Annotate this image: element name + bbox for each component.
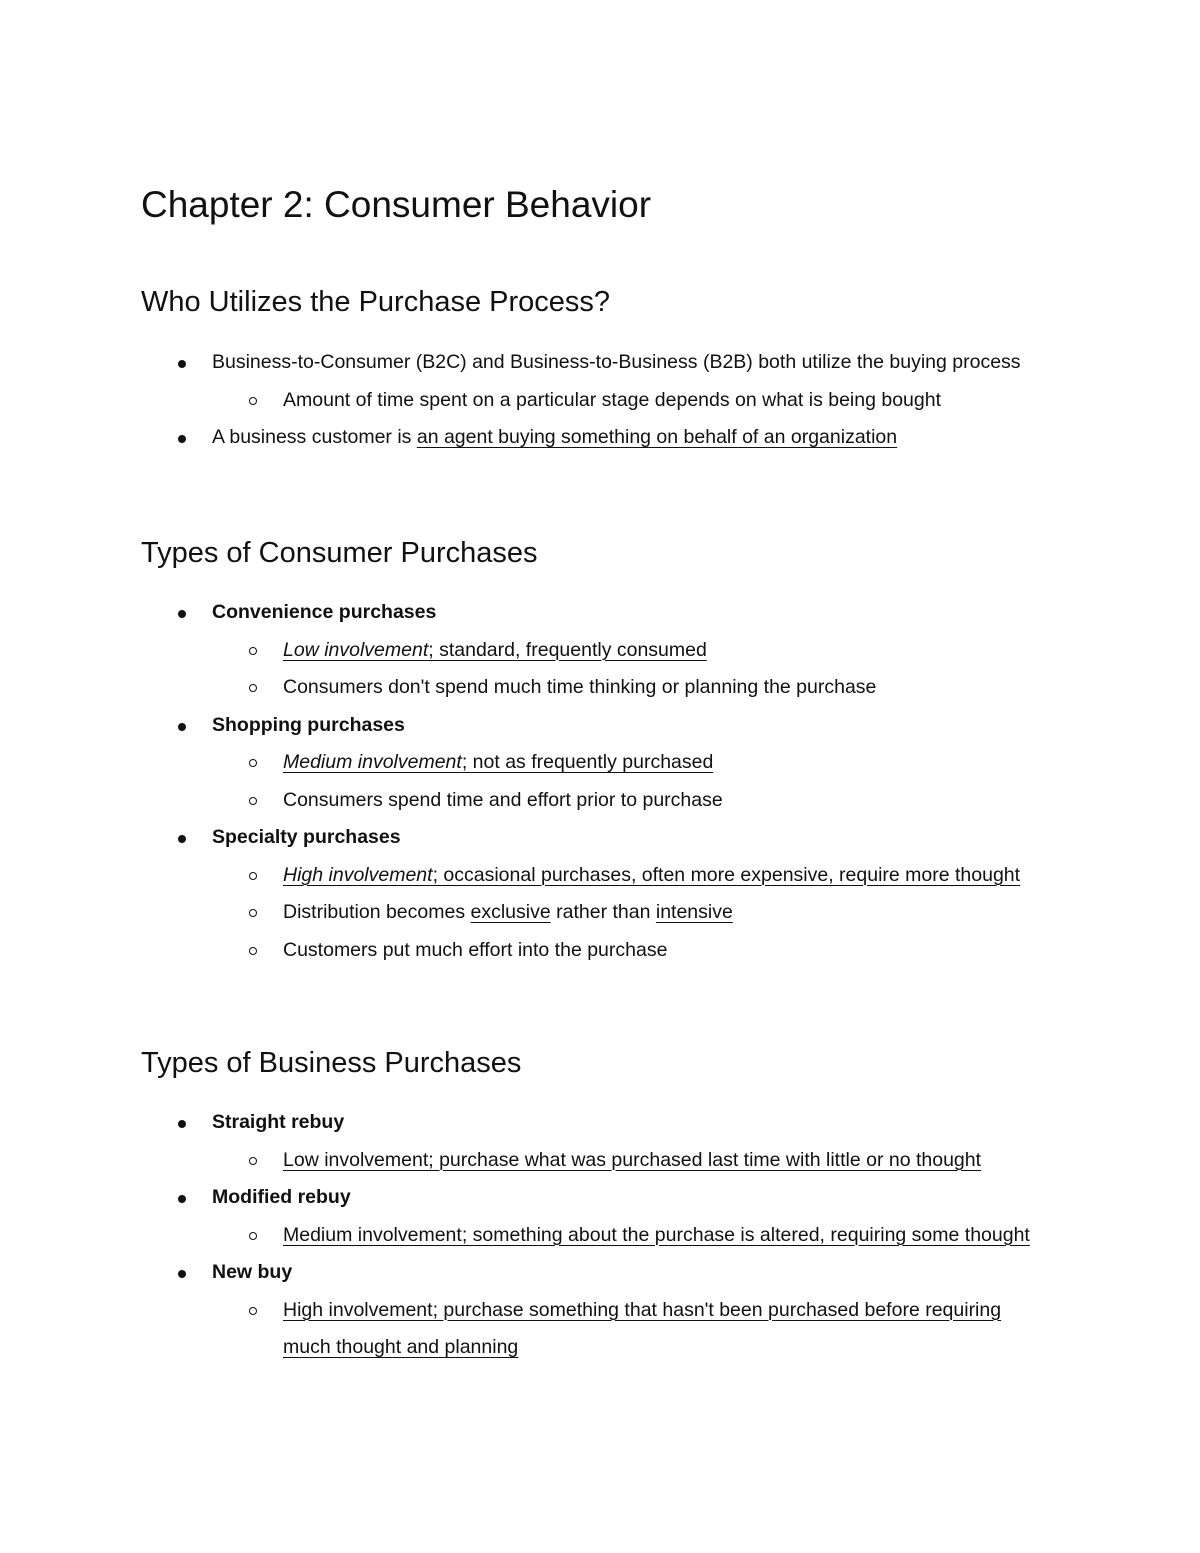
sub-list-item-text: rather than (550, 901, 656, 923)
term-label: Specialty purchases (212, 826, 401, 848)
bullet-circle-icon (249, 1157, 257, 1165)
sub-list-item-text: Distribution becomes (283, 901, 471, 923)
sub-list-item (0, 744, 1043, 782)
sub-list-item-text: Amount of time spent on a particular stage depends on what is being bought (283, 388, 942, 411)
sub-list-item-text: Customers put much effort into the purchase (283, 938, 668, 961)
sub-list-item (0, 932, 1043, 970)
bullet-dot-icon (178, 360, 186, 368)
sub-list-item (0, 669, 1043, 707)
bullet-circle-icon (249, 947, 257, 955)
sub-list-item (0, 1217, 1043, 1255)
sub-list-item (0, 857, 1043, 895)
sub-list-item-text: Consumers don't spend much time thinking or planning the purchase (283, 676, 877, 698)
sub-list-item (0, 632, 1043, 670)
sub-list-item-text: High involvement; purchase something that hasn't been purchased before requiring much thought and planning (283, 1298, 1002, 1358)
section-heading: Who Utilizes the Purchase Process? (141, 286, 611, 318)
bullet-dot-icon (178, 723, 186, 731)
bullet-circle-icon (249, 397, 257, 405)
sub-list-item-text: Medium involvement; something about the purchase is altered, requiring some thought (283, 1223, 1030, 1246)
bullet-dot-icon (178, 435, 186, 443)
bullet-dot-icon (178, 835, 186, 843)
list-item (0, 419, 1042, 457)
bullet-dot-icon (178, 1120, 186, 1128)
sub-list-item-text: Low involvement; purchase what was purchased last time with little or no thought (283, 1148, 982, 1171)
list-item (0, 1179, 1043, 1217)
bullet-circle-icon (249, 872, 257, 880)
underlined-text: an agent buying something on behalf of an organization (416, 426, 898, 448)
term-label: Straight rebuy (212, 1111, 345, 1133)
page-title: Chapter 2: Consumer Behavior (141, 184, 652, 225)
underlined-text: intensive (655, 901, 733, 923)
bullet-circle-icon (249, 1232, 257, 1240)
list-item (0, 707, 1043, 745)
bullet-dot-icon (178, 1270, 186, 1278)
list-item (0, 594, 1043, 632)
section-heading: Types of Business Purchases (141, 1047, 522, 1079)
bullet-dot-icon (178, 610, 186, 618)
sub-list-item (0, 782, 1043, 820)
sub-list-item-text: ; standard, frequently consumed (428, 638, 707, 661)
list-item-text: A business customer is (212, 426, 417, 448)
list-item (0, 1104, 1043, 1142)
sub-list-item (0, 1142, 1043, 1180)
term-label: Shopping purchases (212, 713, 405, 736)
term-label: Modified rebuy (212, 1186, 351, 1208)
bullet-circle-icon (249, 797, 257, 805)
involvement-level: Medium involvement (283, 751, 462, 773)
sub-list-item-text: ; occasional purchases, often more expensive, require more thought (432, 863, 1021, 886)
sub-list-item (0, 1292, 1043, 1367)
bullet-circle-icon (249, 759, 257, 767)
bullet-circle-icon (249, 1307, 257, 1315)
bullet-circle-icon (249, 684, 257, 692)
bullet-dot-icon (178, 1195, 186, 1203)
list-item (0, 819, 1043, 857)
bullet-list (0, 1104, 1043, 1367)
bullet-circle-icon (249, 909, 257, 917)
term-label: Convenience purchases (212, 601, 437, 623)
list-item (0, 344, 1042, 382)
section-heading: Types of Consumer Purchases (141, 537, 538, 569)
bullet-circle-icon (249, 647, 257, 655)
sub-list-item-text: ; not as frequently purchased (461, 751, 714, 773)
sub-list-item-text: Consumers spend time and effort prior to purchase (283, 788, 723, 811)
bullet-list (0, 594, 1043, 969)
sub-list-item (0, 382, 1042, 420)
list-item (0, 1254, 1043, 1292)
term-label: New buy (212, 1261, 293, 1283)
sub-list-item (0, 894, 1043, 932)
involvement-level: Low involvement (283, 638, 429, 661)
involvement-level: High involvement (283, 863, 433, 886)
list-item-text: Business-to-Consumer (B2C) and Business-to-Business (B2B) both utilize the buying process (212, 351, 1021, 373)
underlined-text: exclusive (470, 901, 551, 923)
bullet-list (0, 344, 1042, 457)
